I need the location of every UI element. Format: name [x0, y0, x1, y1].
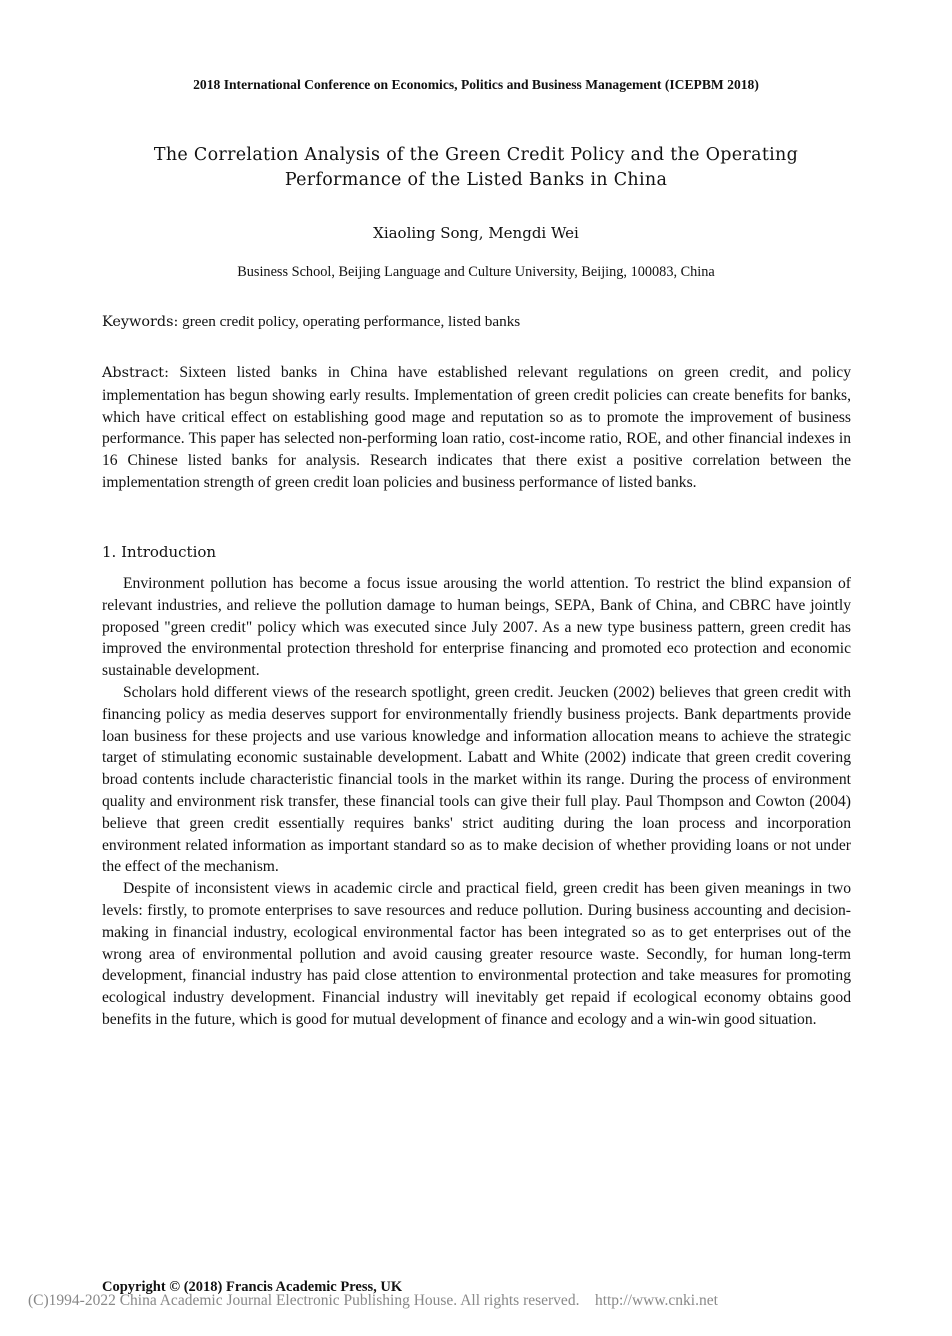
paper-title — [0, 143, 952, 193]
copyright-notice: Copyright © (2018) Francis Academic Press, UK — [102, 1279, 403, 1295]
paragraph: Scholars hold different views of the research spotlight, green credit. Jeucken (2002) believes that green credit with financing policy as media deserves support for environmentally friendly business projects. Bank departments provide loan business for these projects and use various knowledge and information allocation means to achieve the strategic target of stimulating economic sustainable development. Labatt and White (2002) indicate that green credit covering broad contents include characteristic financial tools in the market within its range. During the process of environment quality and environment risk transfer, these financial tools can give their full play. Paul Thompson and Cowton (2004) believe that green credit essentially requires banks' strict auditing during the loan process and incorporation environment related information as important standard so as to make decision of whether providing loans or not under the effect of the mechanism. — [102, 683, 851, 876]
cnki-watermark: (C)1994-2022 China Academic Journal Electronic Publishing House. All rights reserved. http://www.cnki.net — [28, 1292, 718, 1309]
keywords-text: green credit policy, operating performance, listed banks — [178, 313, 521, 330]
abstract-label: Abstract: — [102, 365, 169, 381]
authors: Xiaoling Song, Mengdi Wei — [373, 224, 579, 242]
affiliation: Business School, Beijing Language and Culture University, Beijing, 100083, China — [237, 264, 715, 280]
paragraph: Environment pollution has become a focus issue arousing the world attention. To restrict the blind expansion of relevant industries, and relieve the pollution damage to human beings, SEPA, Bank of China, and CBRC have jointly proposed "green credit" policy which was executed since July 2007. As a new type business pattern, green credit has improved the environmental protection threshold for enterprise financing and promoted eco protection and economic sustainable development. — [102, 575, 851, 680]
title-line-2: Performance of the Listed Banks in China — [284, 170, 668, 190]
keywords — [102, 313, 520, 331]
abstract-text: Sixteen listed banks in China have established relevant regulations on green credit, and policy implementation has begun showing early results. Implementation of green credit policies can create benefits for banks, which have critical effect on establishing good mage and reputation so as to promote the improvement of business performance. This paper has selected non-performing loan ratio, cost-income ratio, ROE, and other financial indexes in 16 Chinese listed banks for analysis. Research indicates that there exist a positive correlation between the implementation strength of green credit loan policies and business performance of listed banks. — [102, 364, 851, 491]
title-line-1: The Correlation Analysis of the Green Credit Policy and the Operating — [153, 145, 799, 165]
section-body — [102, 573, 851, 1031]
paragraph: Despite of inconsistent views in academic circle and practical field, green credit has been given meanings in two levels: firstly, to promote enterprises to save resources and reduce pollution. During business accounting and decision-making in financial industry, ecological environmental factor has been integrated so as to get enterprises out of the wrong area of environmental pollution and avoid causing greater resource waste. Secondly, for human long-term development, financial industry has paid close attention to environmental protection and take measures for promoting ecological industry development. Financial industry will inevitably get repaid if ecological economy obtains good benefits in the future, which is good for mutual development of finance and ecology and a win-win good situation. — [102, 880, 851, 1028]
section-heading: 1. Introduction — [102, 543, 217, 561]
keywords-label: Keywords: — [102, 314, 179, 330]
abstract — [102, 362, 851, 494]
conference-header: 2018 International Conference on Economics, Politics and Business Management (ICEPBM 2018) — [193, 77, 759, 92]
